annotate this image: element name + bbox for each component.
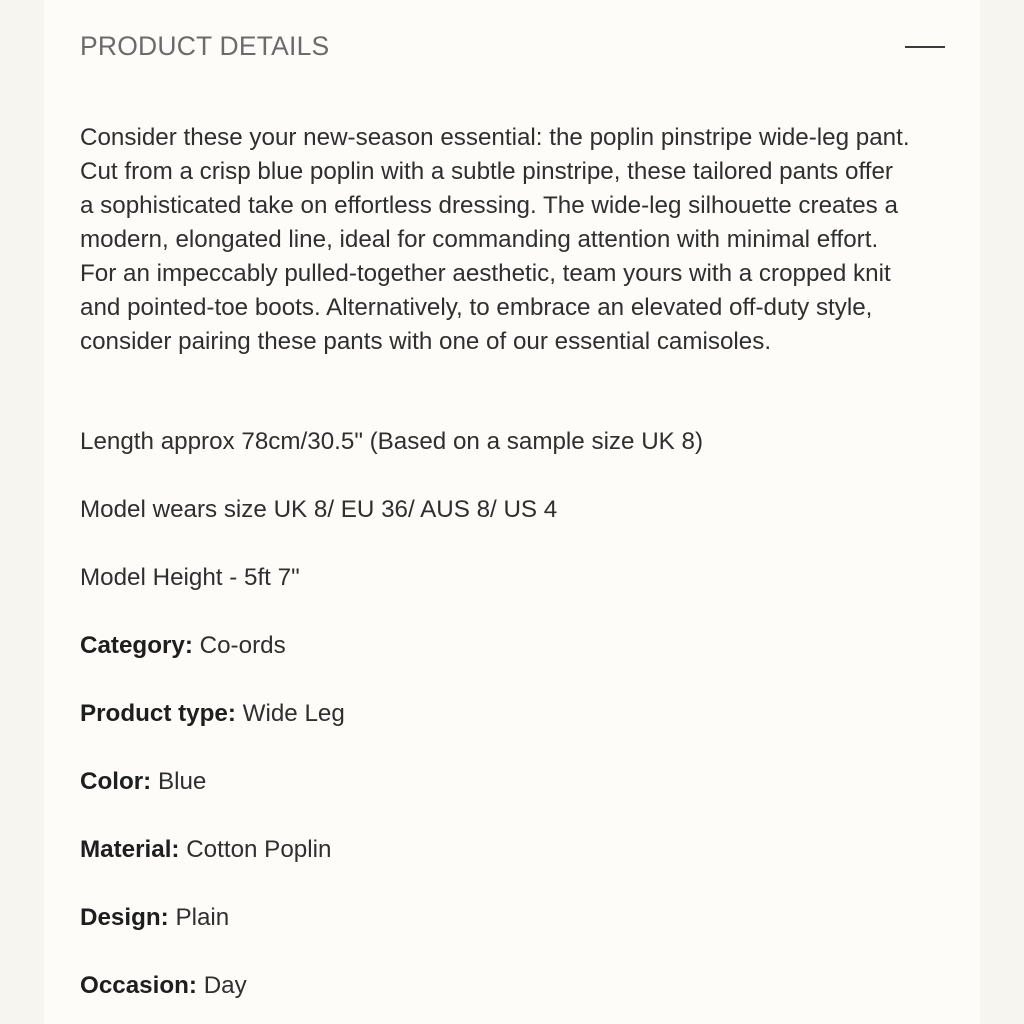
spec-color	[80, 764, 960, 832]
description-line: and pointed-toe boots. Alternatively, to embrace an elevated off-duty style,	[80, 294, 873, 321]
model-height-info: Model Height - 5ft 7"	[80, 564, 300, 591]
spec-value: Plain	[175, 904, 230, 931]
description-line: Consider these your new-season essential: the poplin pinstripe wide-leg pant.	[80, 124, 910, 151]
spec-label: Color:	[80, 768, 152, 795]
spec-design	[80, 900, 960, 968]
spec-value: Co-ords	[199, 632, 286, 659]
spec-label: Material:	[80, 836, 180, 863]
spec-value: Blue	[157, 768, 207, 795]
spec-product-type	[80, 696, 960, 764]
spec-label: Product type:	[80, 700, 236, 727]
description-line: For an impeccably pulled-together aesthetic, team yours with a cropped knit	[80, 260, 891, 287]
spec-material	[80, 832, 960, 900]
spec-label: Design:	[80, 904, 169, 931]
spec-category	[80, 628, 960, 696]
spec-value: Day	[203, 972, 247, 999]
section-title: PRODUCT DETAILS	[80, 31, 330, 61]
minus-icon	[905, 46, 945, 48]
spec-value: Cotton Poplin	[186, 836, 332, 863]
spec-occasion	[80, 968, 960, 1024]
spec-label: Category:	[80, 632, 193, 659]
description-line: modern, elongated line, ideal for commanding attention with minimal effort.	[80, 226, 879, 253]
accordion-header[interactable]	[80, 26, 946, 70]
product-specs	[80, 424, 960, 1024]
model-size-info: Model wears size UK 8/ EU 36/ AUS 8/ US 4	[80, 496, 558, 523]
spec-value: Wide Leg	[242, 700, 345, 727]
spec-label: Occasion:	[80, 972, 197, 999]
product-description	[80, 121, 960, 359]
description-line: consider pairing these pants with one of our essential camisoles.	[80, 328, 772, 355]
description-line: a sophisticated take on effortless dressing. The wide-leg silhouette creates a	[80, 192, 898, 219]
length-info: Length approx 78cm/30.5" (Based on a sample size UK 8)	[80, 428, 704, 455]
description-line: Cut from a crisp blue poplin with a subtle pinstripe, these tailored pants offer	[80, 158, 893, 185]
collapse-button[interactable]	[904, 32, 946, 62]
